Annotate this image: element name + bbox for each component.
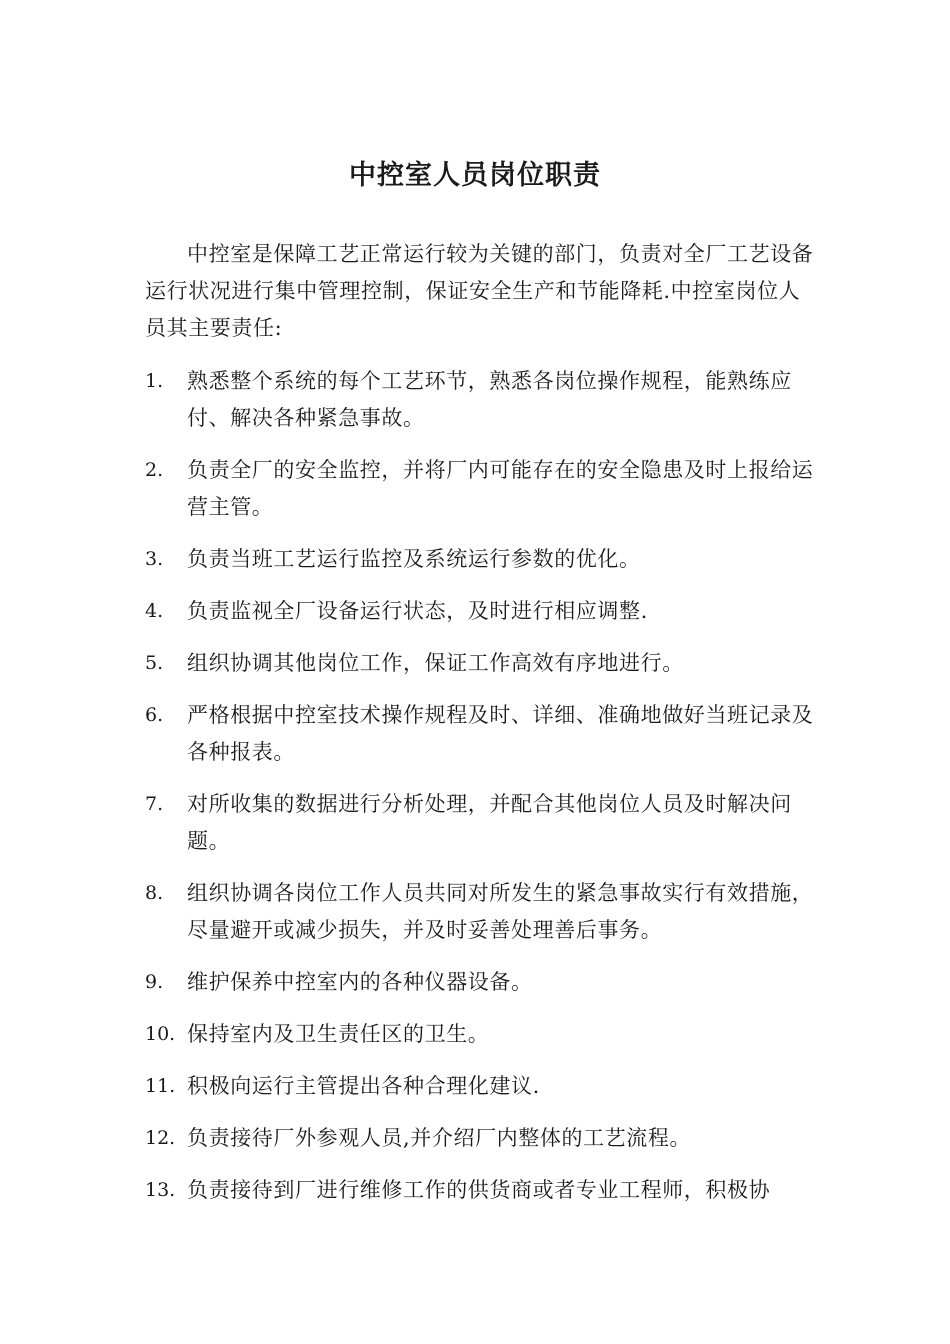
list-item-text: 负责接待到厂进行维修工作的供货商或者专业工程师，积极协 bbox=[187, 1178, 771, 1202]
list-item bbox=[145, 697, 815, 771]
list-item bbox=[145, 593, 815, 630]
list-item bbox=[145, 645, 815, 682]
list-item bbox=[145, 875, 815, 949]
list-item-number: 8. bbox=[145, 882, 164, 904]
list-item bbox=[145, 363, 815, 437]
list-item-number: 13. bbox=[145, 1179, 176, 1201]
list-item bbox=[145, 964, 815, 1001]
list-item-text: 组织协调各岗位工作人员共同对所发生的紧急事故实行有效措施，尽量避开或减少损失，并及时妥善处理善后事务。 bbox=[187, 881, 814, 942]
list-item bbox=[145, 452, 815, 526]
list-item-number: 10. bbox=[145, 1023, 176, 1045]
list-item-text: 组织协调其他岗位工作，保证工作高效有序地进行。 bbox=[187, 651, 684, 675]
list-item bbox=[145, 786, 815, 860]
list-item-text: 对所收集的数据进行分析处理，并配合其他岗位人员及时解决问题。 bbox=[187, 792, 792, 853]
list-item-text: 熟悉整个系统的每个工艺环节，熟悉各岗位操作规程，能熟练应付、解决各种紧急事故。 bbox=[187, 369, 792, 430]
intro-paragraph: 中控室是保障工艺正常运行较为关键的部门，负责对全厂工艺设备运行状况进行集中管理控制，保证安全生产和节能降耗.中控室岗位人员其主要责任: bbox=[145, 242, 814, 340]
list-item-number: 7. bbox=[145, 793, 164, 815]
list-item-text: 负责当班工艺运行监控及系统运行参数的优化。 bbox=[187, 547, 641, 571]
list-item-text: 负责监视全厂设备运行状态，及时进行相应调整. bbox=[187, 599, 648, 623]
list-item-number: 3. bbox=[145, 548, 164, 570]
list-item-number: 5. bbox=[145, 652, 164, 674]
list-item bbox=[145, 1172, 815, 1209]
list-item-number: 2. bbox=[145, 459, 164, 481]
list-item-text: 负责全厂的安全监控，并将厂内可能存在的安全隐患及时上报给运营主管。 bbox=[187, 458, 814, 519]
list-item-number: 12. bbox=[145, 1127, 176, 1149]
document-title: 中控室人员岗位职责 bbox=[349, 160, 601, 191]
list-item-text: 保持室内及卫生责任区的卫生。 bbox=[187, 1022, 490, 1046]
list-item bbox=[145, 1016, 815, 1053]
list-item bbox=[145, 541, 815, 578]
list-item bbox=[145, 1068, 815, 1105]
list-item-text: 严格根据中控室技术操作规程及时、详细、准确地做好当班记录及各种报表。 bbox=[187, 703, 814, 764]
list-item bbox=[145, 1120, 815, 1157]
responsibility-list bbox=[145, 363, 815, 1224]
list-item-number: 1. bbox=[145, 370, 164, 392]
list-item-text: 积极向运行主管提出各种合理化建议. bbox=[187, 1074, 540, 1098]
list-item-number: 9. bbox=[145, 971, 164, 993]
list-item-number: 11. bbox=[145, 1075, 176, 1097]
list-item-number: 6. bbox=[145, 704, 164, 726]
list-item-number: 4. bbox=[145, 600, 164, 622]
list-item-text: 维护保养中控室内的各种仪器设备。 bbox=[187, 970, 533, 994]
list-item-text: 负责接待厂外参观人员,并介绍厂内整体的工艺流程。 bbox=[187, 1126, 692, 1150]
